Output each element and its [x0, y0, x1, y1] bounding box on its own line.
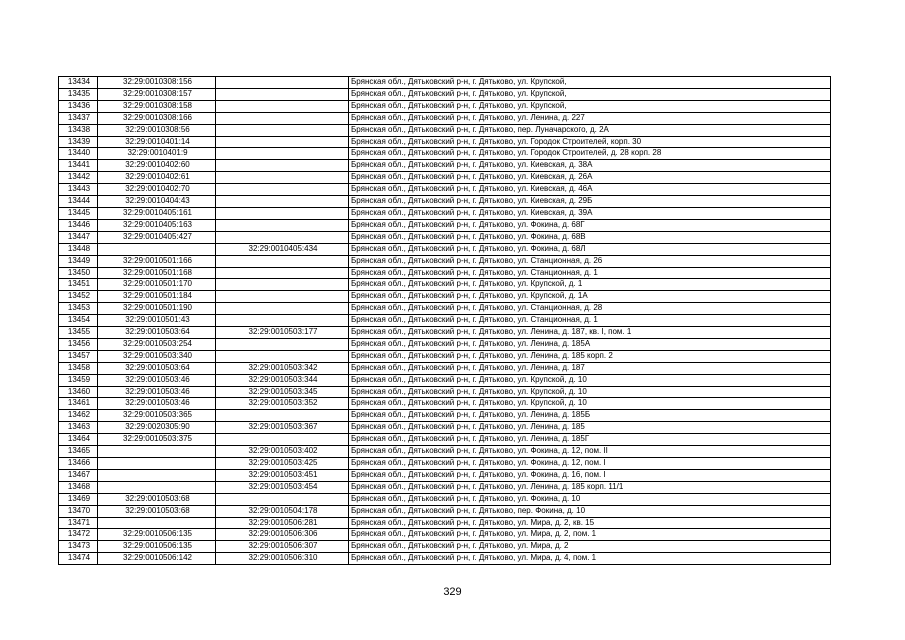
cadastral-number-cell: 32:29:0010503:365: [98, 410, 216, 422]
cadastral-number-cell: [98, 446, 216, 458]
address-cell: Брянская обл., Дятьковский р-н, г. Дятьково, ул. Ленина, д. 227: [349, 112, 831, 124]
building-cadastral-number-cell: 32:29:0010506:307: [216, 541, 349, 553]
row-number-cell: 13445: [59, 207, 98, 219]
row-number-cell: 13473: [59, 541, 98, 553]
row-number-cell: 13435: [59, 88, 98, 100]
address-cell: Брянская обл., Дятьковский р-н, г. Дятьково, пер. Луначарского, д. 2А: [349, 124, 831, 136]
table-row: [59, 350, 831, 362]
cadastral-number-cell: 32:29:0010503:46: [98, 398, 216, 410]
address-cell: Брянская обл., Дятьковский р-н, г. Дятьково, ул. Станционная, д. 1: [349, 315, 831, 327]
row-number-cell: 13460: [59, 386, 98, 398]
cadastral-number-cell: 32:29:0010402:70: [98, 184, 216, 196]
building-cadastral-number-cell: [216, 136, 349, 148]
address-cell: Брянская обл., Дятьковский р-н, г. Дятьково, ул. Мира, д. 2: [349, 541, 831, 553]
table-row: [59, 410, 831, 422]
building-cadastral-number-cell: [216, 219, 349, 231]
cadastral-number-cell: 32:29:0010503:46: [98, 386, 216, 398]
building-cadastral-number-cell: 32:29:0010506:310: [216, 553, 349, 565]
address-cell: Брянская обл., Дятьковский р-н, г. Дятьково, ул. Фокина, д. 16, пом. I: [349, 469, 831, 481]
cadastral-number-cell: 32:29:0010506:142: [98, 553, 216, 565]
table-row: [59, 481, 831, 493]
cadastral-number-cell: 32:29:0010405:427: [98, 231, 216, 243]
cadastral-number-cell: 32:29:0010401:9: [98, 148, 216, 160]
cadastral-number-cell: 32:29:0010401:14: [98, 136, 216, 148]
row-number-cell: 13462: [59, 410, 98, 422]
building-cadastral-number-cell: 32:29:0010503:342: [216, 362, 349, 374]
table-row: [59, 446, 831, 458]
row-number-cell: 13446: [59, 219, 98, 231]
address-cell: Брянская обл., Дятьковский р-н, г. Дятьково, ул. Ленина, д. 185: [349, 422, 831, 434]
cadastral-number-cell: 32:29:0010503:46: [98, 374, 216, 386]
building-cadastral-number-cell: [216, 255, 349, 267]
address-cell: Брянская обл., Дятьковский р-н, г. Дятьково, ул. Крупской,: [349, 77, 831, 89]
row-number-cell: 13466: [59, 458, 98, 470]
row-number-cell: 13447: [59, 231, 98, 243]
row-number-cell: 13449: [59, 255, 98, 267]
cadastral-number-cell: 32:29:0010501:184: [98, 291, 216, 303]
building-cadastral-number-cell: [216, 493, 349, 505]
row-number-cell: 13472: [59, 529, 98, 541]
row-number-cell: 13434: [59, 77, 98, 89]
cadastral-number-cell: 32:29:0010308:56: [98, 124, 216, 136]
row-number-cell: 13469: [59, 493, 98, 505]
table-row: [59, 458, 831, 470]
address-cell: Брянская обл., Дятьковский р-н, г. Дятьково, ул. Ленина, д. 185 корп. 11/1: [349, 481, 831, 493]
building-cadastral-number-cell: 32:29:0010405:434: [216, 243, 349, 255]
building-cadastral-number-cell: 32:29:0010503:177: [216, 327, 349, 339]
address-cell: Брянская обл., Дятьковский р-н, г. Дятьково, пер. Фокина, д. 10: [349, 505, 831, 517]
building-cadastral-number-cell: [216, 231, 349, 243]
building-cadastral-number-cell: [216, 172, 349, 184]
table-row: [59, 100, 831, 112]
address-cell: Брянская обл., Дятьковский р-н, г. Дятьково, ул. Ленина, д. 187: [349, 362, 831, 374]
address-cell: Брянская обл., Дятьковский р-н, г. Дятьково, ул. Городок Строителей, д. 28 корп. 28: [349, 148, 831, 160]
building-cadastral-number-cell: [216, 112, 349, 124]
table-row: [59, 77, 831, 89]
building-cadastral-number-cell: [216, 338, 349, 350]
building-cadastral-number-cell: [216, 207, 349, 219]
building-cadastral-number-cell: [216, 315, 349, 327]
cadastral-number-cell: 32:29:0010503:375: [98, 434, 216, 446]
row-number-cell: 13443: [59, 184, 98, 196]
row-number-cell: 13442: [59, 172, 98, 184]
cadastral-number-cell: 32:29:0010506:135: [98, 541, 216, 553]
address-cell: Брянская обл., Дятьковский р-н, г. Дятьково, ул. Киевская, д. 39А: [349, 207, 831, 219]
building-cadastral-number-cell: 32:29:0010503:345: [216, 386, 349, 398]
table-row: [59, 469, 831, 481]
building-cadastral-number-cell: [216, 350, 349, 362]
page-number: 329: [443, 586, 462, 598]
table-row: [59, 160, 831, 172]
row-number-cell: 13468: [59, 481, 98, 493]
building-cadastral-number-cell: [216, 124, 349, 136]
row-number-cell: 13467: [59, 469, 98, 481]
address-cell: Брянская обл., Дятьковский р-н, г. Дятьково, ул. Крупской,: [349, 100, 831, 112]
table-row: [59, 338, 831, 350]
row-number-cell: 13436: [59, 100, 98, 112]
address-cell: Брянская обл., Дятьковский р-н, г. Дятьково, ул. Киевская, д. 29Б: [349, 196, 831, 208]
building-cadastral-number-cell: [216, 434, 349, 446]
building-cadastral-number-cell: [216, 100, 349, 112]
table-row: [59, 112, 831, 124]
building-cadastral-number-cell: [216, 148, 349, 160]
building-cadastral-number-cell: [216, 267, 349, 279]
cadastral-number-cell: 32:29:0010308:156: [98, 77, 216, 89]
cadastral-number-cell: [98, 458, 216, 470]
row-number-cell: 13455: [59, 327, 98, 339]
address-cell: Брянская обл., Дятьковский р-н, г. Дятьково, ул. Мира, д. 2, пом. 1: [349, 529, 831, 541]
building-cadastral-number-cell: [216, 77, 349, 89]
row-number-cell: 13453: [59, 303, 98, 315]
table-row: [59, 362, 831, 374]
table-row: [59, 374, 831, 386]
building-cadastral-number-cell: [216, 410, 349, 422]
address-cell: Брянская обл., Дятьковский р-н, г. Дятьково, ул. Ленина, д. 185А: [349, 338, 831, 350]
table-row: [59, 148, 831, 160]
cadastral-number-cell: 32:29:0010501:170: [98, 279, 216, 291]
table-row: [59, 398, 831, 410]
building-cadastral-number-cell: [216, 160, 349, 172]
building-cadastral-number-cell: 32:29:0010503:454: [216, 481, 349, 493]
table-row: [59, 529, 831, 541]
cadastral-number-cell: 32:29:0010503:68: [98, 493, 216, 505]
address-cell: Брянская обл., Дятьковский р-н, г. Дятьково, ул. Крупской,: [349, 88, 831, 100]
building-cadastral-number-cell: [216, 279, 349, 291]
address-cell: Брянская обл., Дятьковский р-н, г. Дятьково, ул. Крупской, д. 1: [349, 279, 831, 291]
table-row: [59, 136, 831, 148]
cadastral-number-cell: 32:29:0010501:168: [98, 267, 216, 279]
row-number-cell: 13463: [59, 422, 98, 434]
table-row: [59, 517, 831, 529]
cadastral-number-cell: 32:29:0010404:43: [98, 196, 216, 208]
table-row: [59, 279, 831, 291]
cadastral-number-cell: 32:29:0010501:43: [98, 315, 216, 327]
row-number-cell: 13448: [59, 243, 98, 255]
table-row: [59, 88, 831, 100]
cadastral-number-cell: 32:29:0010506:135: [98, 529, 216, 541]
building-cadastral-number-cell: [216, 291, 349, 303]
address-cell: Брянская обл., Дятьковский р-н, г. Дятьково, ул. Фокина, д. 10: [349, 493, 831, 505]
building-cadastral-number-cell: 32:29:0010503:425: [216, 458, 349, 470]
cadastral-number-cell: 32:29:0010501:190: [98, 303, 216, 315]
row-number-cell: 13470: [59, 505, 98, 517]
row-number-cell: 13438: [59, 124, 98, 136]
address-cell: Брянская обл., Дятьковский р-н, г. Дятьково, ул. Мира, д. 4, пом. 1: [349, 553, 831, 565]
table-row: [59, 315, 831, 327]
cadastral-number-cell: 32:29:0010402:61: [98, 172, 216, 184]
table-row: [59, 231, 831, 243]
cadastral-number-cell: 32:29:0010405:163: [98, 219, 216, 231]
table-row: [59, 243, 831, 255]
cadastral-number-cell: [98, 517, 216, 529]
address-cell: Брянская обл., Дятьковский р-н, г. Дятьково, ул. Ленина, д. 185Б: [349, 410, 831, 422]
address-cell: Брянская обл., Дятьковский р-н, г. Дятьково, ул. Ленина, д. 185 корп. 2: [349, 350, 831, 362]
address-cell: Брянская обл., Дятьковский р-н, г. Дятьково, ул. Киевская, д. 38А: [349, 160, 831, 172]
address-cell: Брянская обл., Дятьковский р-н, г. Дятьково, ул. Ленина, д. 187, кв. I, пом. 1: [349, 327, 831, 339]
row-number-cell: 13437: [59, 112, 98, 124]
table-row: [59, 184, 831, 196]
address-cell: Брянская обл., Дятьковский р-н, г. Дятьково, ул. Крупской, д. 10: [349, 374, 831, 386]
address-cell: Брянская обл., Дятьковский р-н, г. Дятьково, ул. Крупской, д. 10: [349, 386, 831, 398]
building-cadastral-number-cell: [216, 196, 349, 208]
address-cell: Брянская обл., Дятьковский р-н, г. Дятьково, ул. Станционная, д. 28: [349, 303, 831, 315]
address-cell: Брянская обл., Дятьковский р-н, г. Дятьково, ул. Фокина, д. 12, пом. II: [349, 446, 831, 458]
cadastral-number-cell: 32:29:0010308:166: [98, 112, 216, 124]
cadastral-number-cell: [98, 469, 216, 481]
cadastral-number-cell: 32:29:0010308:158: [98, 100, 216, 112]
table-row: [59, 386, 831, 398]
table-row: [59, 267, 831, 279]
cadastral-number-cell: 32:29:0010501:166: [98, 255, 216, 267]
building-cadastral-number-cell: 32:29:0010504:178: [216, 505, 349, 517]
cadastral-number-cell: 32:29:0020305:90: [98, 422, 216, 434]
cadastral-number-cell: [98, 481, 216, 493]
table-row: [59, 434, 831, 446]
cadastral-number-cell: [98, 243, 216, 255]
building-cadastral-number-cell: 32:29:0010503:352: [216, 398, 349, 410]
table-row: [59, 303, 831, 315]
row-number-cell: 13461: [59, 398, 98, 410]
table-row: [59, 541, 831, 553]
address-cell: Брянская обл., Дятьковский р-н, г. Дятьково, ул. Фокина, д. 68Г: [349, 219, 831, 231]
address-cell: Брянская обл., Дятьковский р-н, г. Дятьково, ул. Крупской, д. 1А: [349, 291, 831, 303]
table-row: [59, 327, 831, 339]
building-cadastral-number-cell: 32:29:0010503:344: [216, 374, 349, 386]
row-number-cell: 13441: [59, 160, 98, 172]
row-number-cell: 13465: [59, 446, 98, 458]
row-number-cell: 13471: [59, 517, 98, 529]
building-cadastral-number-cell: [216, 88, 349, 100]
address-cell: Брянская обл., Дятьковский р-н, г. Дятьково, ул. Киевская, д. 26А: [349, 172, 831, 184]
building-cadastral-number-cell: [216, 303, 349, 315]
address-cell: Брянская обл., Дятьковский р-н, г. Дятьково, ул. Крупской, д. 10: [349, 398, 831, 410]
address-cell: Брянская обл., Дятьковский р-н, г. Дятьково, ул. Киевская, д. 46А: [349, 184, 831, 196]
building-cadastral-number-cell: 32:29:0010506:306: [216, 529, 349, 541]
row-number-cell: 13451: [59, 279, 98, 291]
registry-table-body: [59, 77, 831, 565]
table-row: [59, 291, 831, 303]
address-cell: Брянская обл., Дятьковский р-н, г. Дятьково, ул. Фокина, д. 68Л: [349, 243, 831, 255]
cadastral-number-cell: 32:29:0010503:64: [98, 362, 216, 374]
address-cell: Брянская обл., Дятьковский р-н, г. Дятьково, ул. Ленина, д. 185Г: [349, 434, 831, 446]
cadastral-number-cell: 32:29:0010405:161: [98, 207, 216, 219]
row-number-cell: 13457: [59, 350, 98, 362]
row-number-cell: 13454: [59, 315, 98, 327]
address-cell: Брянская обл., Дятьковский р-н, г. Дятьково, ул. Мира, д. 2, кв. 15: [349, 517, 831, 529]
table-row: [59, 196, 831, 208]
row-number-cell: 13458: [59, 362, 98, 374]
row-number-cell: 13444: [59, 196, 98, 208]
registry-table: [58, 76, 831, 565]
table-row: [59, 255, 831, 267]
cadastral-number-cell: 32:29:0010503:68: [98, 505, 216, 517]
cadastral-number-cell: 32:29:0010503:254: [98, 338, 216, 350]
table-row: [59, 219, 831, 231]
address-cell: Брянская обл., Дятьковский р-н, г. Дятьково, ул. Фокина, д. 12, пом. I: [349, 458, 831, 470]
row-number-cell: 13440: [59, 148, 98, 160]
table-row: [59, 124, 831, 136]
cadastral-number-cell: 32:29:0010308:157: [98, 88, 216, 100]
table-row: [59, 207, 831, 219]
table-row: [59, 505, 831, 517]
row-number-cell: 13456: [59, 338, 98, 350]
address-cell: Брянская обл., Дятьковский р-н, г. Дятьково, ул. Станционная, д. 26: [349, 255, 831, 267]
cadastral-number-cell: 32:29:0010503:64: [98, 327, 216, 339]
table-row: [59, 493, 831, 505]
cadastral-number-cell: 32:29:0010503:340: [98, 350, 216, 362]
address-cell: Брянская обл., Дятьковский р-н, г. Дятьково, ул. Фокина, д. 68В: [349, 231, 831, 243]
row-number-cell: 13474: [59, 553, 98, 565]
cadastral-number-cell: 32:29:0010402:60: [98, 160, 216, 172]
building-cadastral-number-cell: 32:29:0010503:451: [216, 469, 349, 481]
address-cell: Брянская обл., Дятьковский р-н, г. Дятьково, ул. Городок Строителей, корп. 30: [349, 136, 831, 148]
table-row: [59, 172, 831, 184]
row-number-cell: 13464: [59, 434, 98, 446]
row-number-cell: 13439: [59, 136, 98, 148]
table-row: [59, 553, 831, 565]
address-cell: Брянская обл., Дятьковский р-н, г. Дятьково, ул. Станционная, д. 1: [349, 267, 831, 279]
building-cadastral-number-cell: [216, 184, 349, 196]
building-cadastral-number-cell: 32:29:0010506:281: [216, 517, 349, 529]
building-cadastral-number-cell: 32:29:0010503:367: [216, 422, 349, 434]
row-number-cell: 13450: [59, 267, 98, 279]
building-cadastral-number-cell: 32:29:0010503:402: [216, 446, 349, 458]
row-number-cell: 13459: [59, 374, 98, 386]
row-number-cell: 13452: [59, 291, 98, 303]
table-row: [59, 422, 831, 434]
